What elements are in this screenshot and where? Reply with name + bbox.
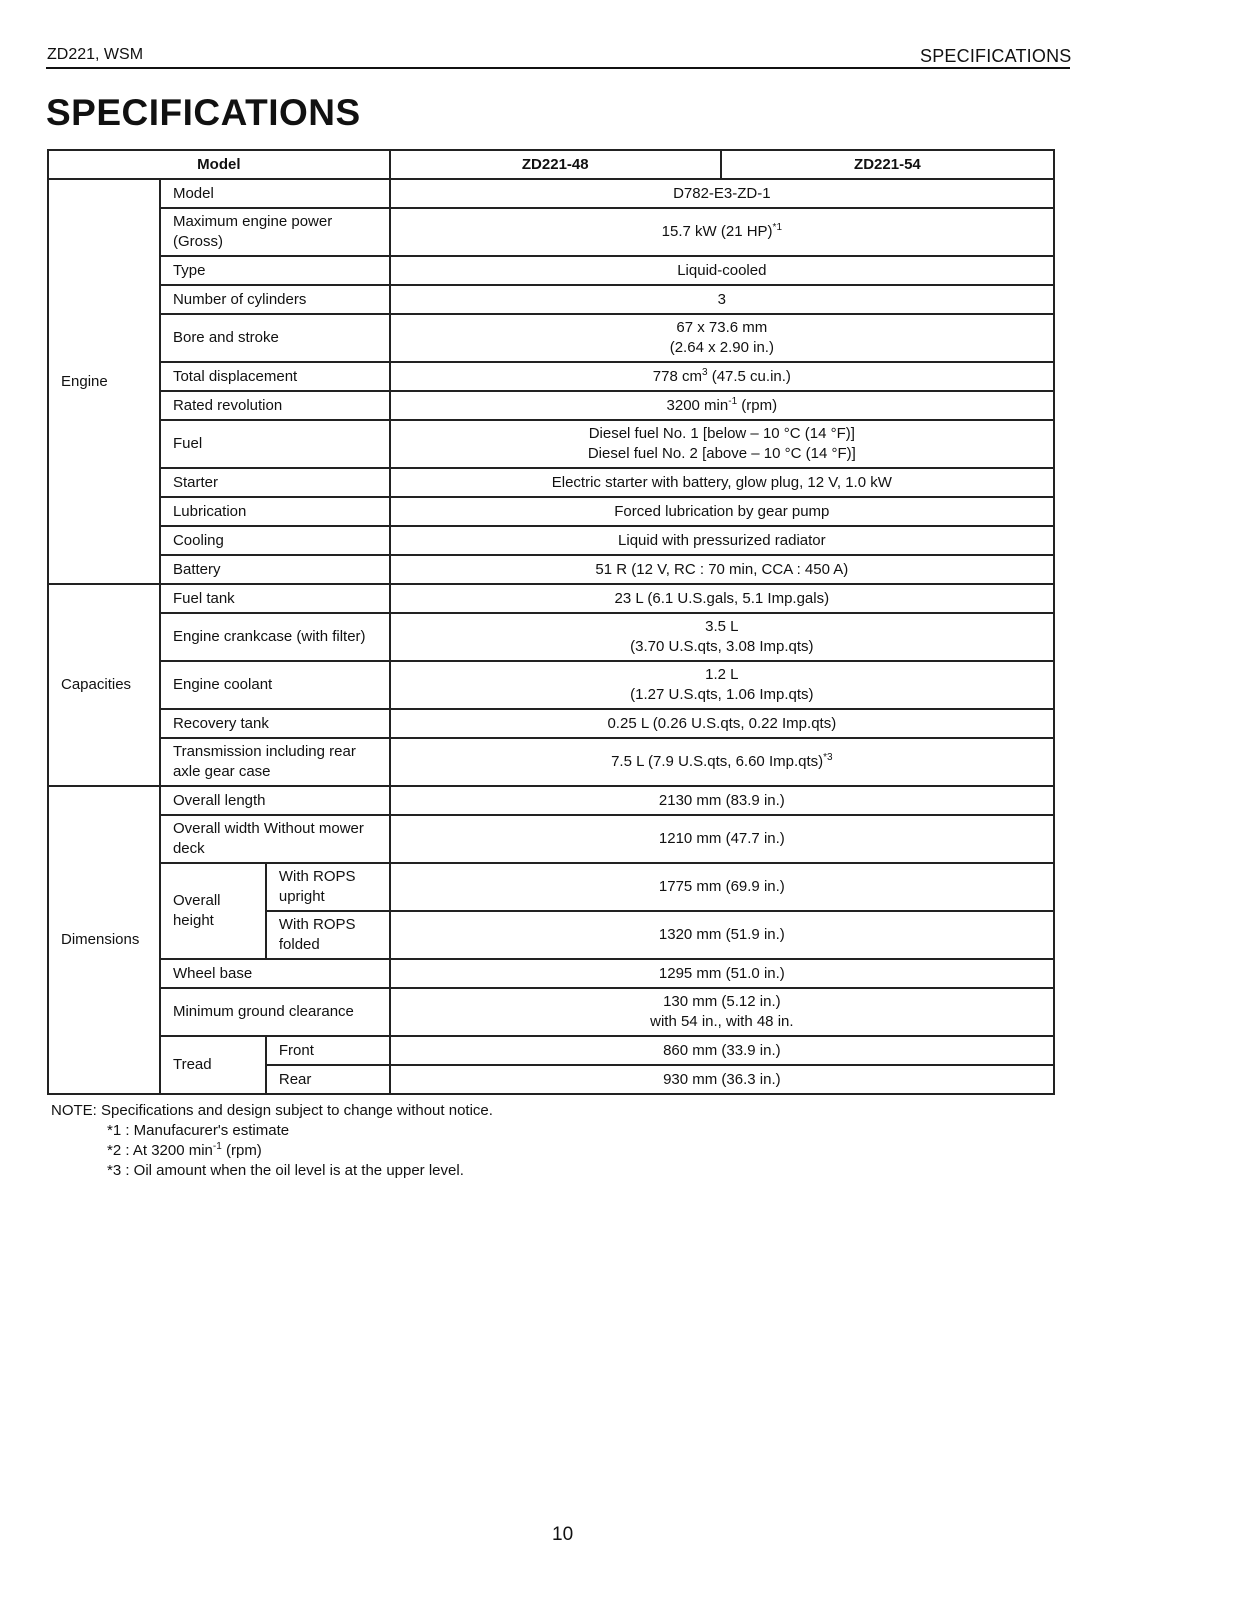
row-value: 1320 mm (51.9 in.) [390,911,1054,959]
row-value [390,362,1054,391]
row-label: Cooling [160,526,390,555]
row-value: Electric starter with battery, glow plug, 12 V, 1.0 kW [390,468,1054,497]
row-value [390,738,1054,786]
table-header-row [48,150,1054,179]
value-line-1: Diesel fuel No. 1 [below – 10 °C (14 °F)] [588,425,855,442]
row-value: 51 R (12 V, RC : 70 min, CCA : 450 A) [390,555,1054,584]
value-text: 3200 min [666,396,729,414]
row-value [390,208,1054,256]
row-value [390,420,1054,468]
table-row [48,420,1054,468]
table-row [48,815,1054,863]
note-main: NOTE: Specifications and design subject to change without notice. [51,1102,493,1119]
row-label: Number of cylinders [160,285,390,314]
specifications-table [47,149,1055,1095]
row-value [390,988,1054,1036]
table-row [48,584,1054,613]
sub-label: Rear [266,1065,390,1094]
row-value [390,314,1054,362]
row-label: Model [160,179,390,208]
row-label: Overall length [160,786,390,815]
table-row [48,959,1054,988]
row-value: 930 mm (36.3 in.) [390,1065,1054,1094]
row-label-overall-height: Overall height [160,863,266,959]
superscript: 3 [701,366,708,378]
category-dimensions: Dimensions [48,786,160,1094]
value-text: (47.5 cu.in.) [707,367,791,385]
header-zd221-48: ZD221-48 [390,150,721,179]
value-line-2: Diesel fuel No. 2 [above – 10 °C (14 °F)] [587,445,856,462]
table-row [48,285,1054,314]
table-row [48,738,1054,786]
doc-header-left: ZD221, WSM [47,46,144,63]
sub-label: With ROPS upright [266,863,390,911]
value-line-2: (3.70 U.S.qts, 3.08 Imp.qts) [630,638,814,655]
row-label: Fuel [160,420,390,468]
row-value: 1775 mm (69.9 in.) [390,863,1054,911]
table-row [48,863,1054,911]
table-row [48,208,1054,256]
row-value: 2130 mm (83.9 in.) [390,786,1054,815]
page-number: 10 [552,1524,574,1545]
row-value: 0.25 L (0.26 U.S.qts, 0.22 Imp.qts) [390,709,1054,738]
table-row [48,988,1054,1036]
row-value: 23 L (6.1 U.S.gals, 5.1 Imp.gals) [390,584,1054,613]
table-row [48,555,1054,584]
header-rule [46,67,1070,69]
header-model: Model [48,150,390,179]
note-2 [51,1141,493,1161]
note-text: (rpm) [221,1142,262,1159]
table-row [48,362,1054,391]
row-value: 1295 mm (51.0 in.) [390,959,1054,988]
row-label: Maximum engine power (Gross) [160,208,390,256]
row-label: Bore and stroke [160,314,390,362]
table-row [48,256,1054,285]
row-value: Liquid-cooled [390,256,1054,285]
superscript: -1 [212,1141,222,1152]
footnote-ref: *1 [772,222,782,233]
row-label: Lubrication [160,497,390,526]
row-value [390,661,1054,709]
row-value: 860 mm (33.9 in.) [390,1036,1054,1065]
row-label: Starter [160,468,390,497]
row-value [390,391,1054,420]
row-label: Total displacement [160,362,390,391]
row-label: Engine crankcase (with filter) [160,613,390,661]
row-label: Type [160,256,390,285]
row-label: Battery [160,555,390,584]
row-value: Forced lubrication by gear pump [390,497,1054,526]
row-value [390,613,1054,661]
sub-label: Front [266,1036,390,1065]
table-row [48,709,1054,738]
row-label: Fuel tank [160,584,390,613]
table-row [48,526,1054,555]
table-row [48,497,1054,526]
row-value: D782-E3-ZD-1 [390,179,1054,208]
value-line-2: (1.27 U.S.qts, 1.06 Imp.qts) [630,686,814,703]
value-line-1: 1.2 L [705,666,739,683]
row-label: Engine coolant [160,661,390,709]
note-3: *3 : Oil amount when the oil level is at the upper level. [107,1162,464,1179]
table-row [48,179,1054,208]
row-value: 1210 mm (47.7 in.) [390,815,1054,863]
table-row [48,1036,1054,1065]
category-engine: Engine [48,179,160,584]
row-label: Overall width Without mower deck [160,815,390,863]
table-row [48,786,1054,815]
value-line-2: (2.64 x 2.90 in.) [669,339,774,356]
footnote-ref: *3 [823,752,833,763]
row-label: Rated revolution [160,391,390,420]
page-title: SPECIFICATIONS [46,92,361,133]
header-zd221-54: ZD221-54 [721,150,1054,179]
category-capacities: Capacities [48,584,160,786]
row-label: Recovery tank [160,709,390,738]
value-text: 7.5 L (7.9 U.S.qts, 6.60 Imp.qts) [611,753,824,770]
table-row [48,661,1054,709]
table-row [48,613,1054,661]
superscript: -1 [728,395,738,407]
row-value: Liquid with pressurized radiator [390,526,1054,555]
value-text: 778 cm [652,367,702,385]
value-line-1: 67 x 73.6 mm [676,319,768,336]
value-line-1: 130 mm (5.12 in.) [663,993,781,1010]
sub-label: With ROPS folded [266,911,390,959]
row-value: 3 [390,285,1054,314]
notes-section [51,1101,493,1181]
row-label: Wheel base [160,959,390,988]
doc-header-right: SPECIFICATIONS [920,46,1072,66]
row-label: Transmission including rear axle gear case [160,738,390,786]
note-1: *1 : Manufacurer's estimate [107,1122,290,1139]
value-text: (rpm) [737,396,778,414]
value-text: 15.7 kW (21 HP) [661,223,773,240]
row-label-tread: Tread [160,1036,266,1094]
value-line-1: 3.5 L [705,618,739,635]
table-row [48,468,1054,497]
note-text: *2 : At 3200 min [107,1142,213,1159]
table-row [48,314,1054,362]
table-row [48,391,1054,420]
row-label: Minimum ground clearance [160,988,390,1036]
value-line-2: with 54 in., with 48 in. [650,1013,794,1030]
